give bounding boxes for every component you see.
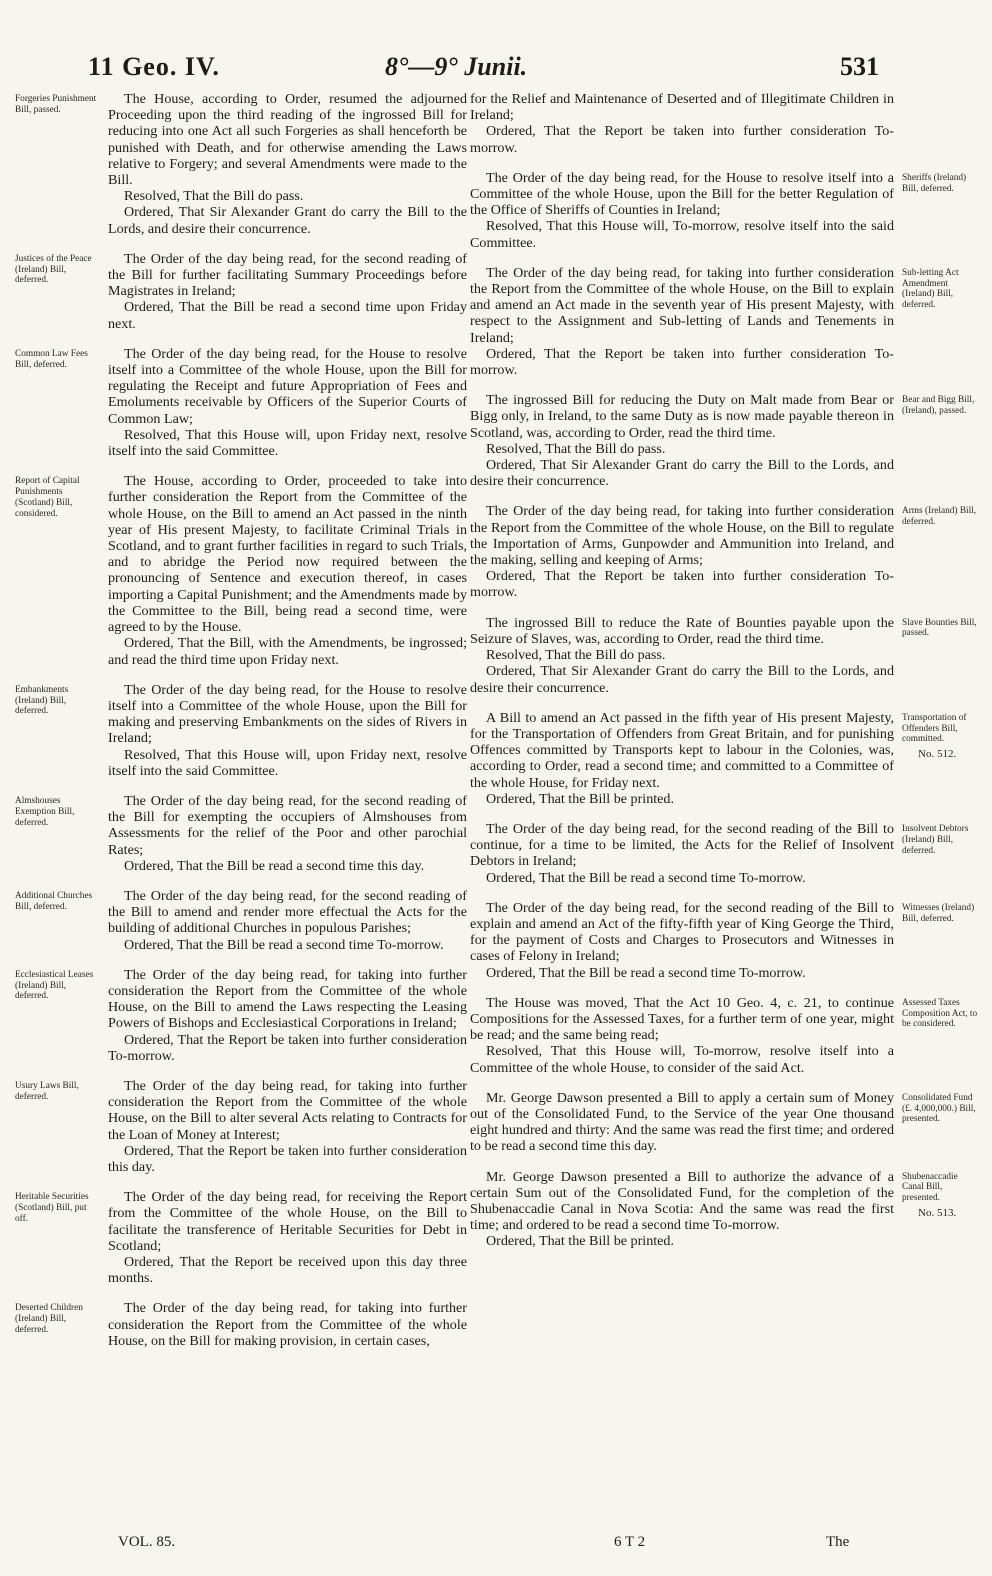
entry-paragraph: The Order of the day being read, for the House to resolve itself into a Committee of the whole House, upon the Bill for the better Regulation of the Office of Sheriffs of Counties in Ireland; xyxy=(470,169,894,219)
margin-note xyxy=(15,254,101,286)
entry-paragraph: Ordered, That the Bill be printed. xyxy=(486,1233,674,1250)
journal-entry xyxy=(470,91,980,156)
journal-entry xyxy=(470,821,980,886)
entry-paragraph: The ingrossed Bill for reducing the Duty on Malt made from Bear or Bigg only, in Ireland, to the same Duty as is now made payable thereon in Scotland, was, according to Order, read the third time. xyxy=(470,392,894,441)
journal-entry xyxy=(15,967,467,1064)
margin-note-text: Ecclesiastical Leases (Ireland) Bill, deferred. xyxy=(15,969,94,1002)
entry-paragraph: Resolved, That this House will, To-morrow, resolve itself into the said Committee. xyxy=(470,218,894,251)
entry-paragraph: Ordered, That Sir Alexander Grant do carry the Bill to the Lords, and desire their concurrence. xyxy=(470,457,894,490)
journal-entry xyxy=(15,251,467,332)
entry-paragraph: Ordered, That the Bill be read a second time this day. xyxy=(124,857,425,874)
entry-paragraph: The ingrossed Bill to reduce the Rate of Bounties payable upon the Seizure of Slaves, was, according to Order, read the third time. xyxy=(470,614,894,647)
margin-note-text: Additional Churches Bill, deferred. xyxy=(15,890,93,912)
entry-paragraph: Resolved, That this House will, To-morrow, resolve itself into a Committee of the whole House, to consider of the said Act. xyxy=(470,1043,894,1076)
margin-note xyxy=(15,796,101,828)
entry-paragraph: Ordered, That the Bill, with the Amendments, be ingrossed; and read the third time upon Friday next. xyxy=(108,635,467,668)
entry-paragraph: Resolved, That this House will, upon Friday next, resolve itself into the said Committee. xyxy=(108,426,467,460)
entry-paragraph: The Order of the day being read, for the second reading of the Bill to amend and render more effectual the Acts for the building of additional Churches in populous Parishes; xyxy=(108,887,467,937)
journal-entry xyxy=(470,710,980,807)
entry-paragraph: The Order of the day being read, for taking into further consideration the Report from the Committee of the whole House, on the Bill to explain and amend an Act made in the seventh year of His present Majesty, with respect to the Assignment and Sub-letting of Lands and Tenements in Ireland; xyxy=(470,264,894,346)
margin-note xyxy=(15,349,101,371)
margin-note xyxy=(15,1081,101,1103)
margin-note-text: Deserted Children (Ireland) Bill, deferred. xyxy=(15,1303,83,1335)
entry-paragraph: Ordered, That the Report be taken into further consideration To-morrow. xyxy=(108,1031,467,1064)
entry-paragraph: Ordered, That the Report be taken into further consideration To-morrow. xyxy=(470,345,894,379)
margin-note-text: Usury Laws Bill, deferred. xyxy=(15,1080,79,1102)
entry-paragraph: Resolved, That the Bill do pass. xyxy=(486,440,666,457)
margin-note xyxy=(15,685,101,717)
margin-note xyxy=(15,891,101,913)
margin-note-text: Witnesses (Ireland) Bill, deferred. xyxy=(902,902,975,924)
journal-entry xyxy=(15,682,467,779)
margin-note-text: Sheriffs (Ireland) Bill, deferred. xyxy=(902,172,967,194)
margin-note xyxy=(902,1093,980,1125)
margin-note-text: Common Law Fees Bill, deferred. xyxy=(15,348,88,370)
margin-note xyxy=(15,1303,101,1335)
margin-note xyxy=(902,173,980,195)
margin-note-text: Assessed Taxes Composition Act, to be considered. xyxy=(902,997,978,1030)
entry-paragraph: The Order of the day being read, for the second reading of the Bill for further facilitating Summary Proceedings before Magistrates in Ireland; xyxy=(108,250,467,300)
entry-paragraph: Resolved, That the Bill do pass. xyxy=(486,647,666,664)
margin-note-text: Insolvent Debtors (Ireland) Bill, deferred. xyxy=(902,823,969,856)
entry-paragraph: Ordered, That the Report be received upon this day three months. xyxy=(108,1254,467,1287)
margin-note-text: Shubenaccadie Canal Bill, presented. xyxy=(902,1171,958,1204)
entry-paragraph: The Order of the day being read, for the second reading of the Bill to explain and amend an Act of the fifty-fifth year of King George the Third, for the payment of Costs and Charges to Prosecutors and Witnesses in cases of Felony in Ireland; xyxy=(470,899,894,965)
entry-paragraph: The Order of the day being read, for taking into further consideration the Report from the Committee of the whole House, on the Bill to amend the Laws respecting the Leasing Powers of Bishops and Ecclesiastical Corporations in Ireland; xyxy=(108,966,467,1032)
journal-entry xyxy=(15,793,467,874)
margin-note-text: Consolidated Fund (£. 4,000,000.) Bill, presented. xyxy=(902,1092,976,1125)
entry-paragraph: The House, according to Order, proceeded to take into further consideration the Report from the Committee of the whole House, on the Bill to amend an Act passed in the ninth year of His present Majesty, to facilitate Criminal Trials in Scotland, and to grant further facilities in regard to such Trials, and to abridge the Period now required between the pronouncing of Sentence and execution thereof, in cases importing a Capital Punishment; and the Amendments made by the Committee to the Bill, being read a second time, were agreed to by the House. xyxy=(108,473,467,636)
margin-note xyxy=(902,395,980,417)
entry-paragraph: The Order of the day being read, for taking into further consideration the Report from the Committee of the whole House, on the Bill to alter several Acts relating to Contracts for the Loan of Money at Interest; xyxy=(108,1077,467,1143)
entry-paragraph: The Order of the day being read, for the House to resolve itself into a Committee of the whole House, upon the Bill for making and preserving Embankments on the sides of Rivers in Ireland; xyxy=(108,681,467,747)
entry-paragraph: Ordered, That the Bill be read a second time To-morrow. xyxy=(486,869,806,886)
right-column xyxy=(470,91,980,1264)
entry-paragraph: The House, according to Order, resumed the adjourned Proceeding upon the third reading of the ingrossed Bill for reducing into one Act all such Forgeries as shall henceforth be punished with Death, and for otherwise amending the Laws relative to Forgery; and several Amendments were made to the Bill. xyxy=(108,91,467,189)
journal-entry xyxy=(15,1078,467,1175)
entry-paragraph: Ordered, That the Report be taken into further consideration this day. xyxy=(108,1142,467,1175)
entry-paragraph: The Order of the day being read, for the House to resolve itself into a Committee of the whole House, upon the Bill for regulating the Receipt and future Appropriation of Fees and Emoluments receivable by Officers of the Superior Courts of Common Law; xyxy=(108,345,467,427)
margin-note xyxy=(15,476,101,519)
paper-number: No. 513. xyxy=(918,1206,957,1219)
entry-paragraph: Mr. George Dawson presented a Bill to apply a certain sum of Money out of the Consolidated Fund, to the Service of the year One thousand eight hundred and thirty: And the same was read the first time; and ordered to be read a second time this day. xyxy=(470,1089,894,1155)
entry-paragraph: The Order of the day being read, for the second reading of the Bill for exempting the occupiers of Almshouses from Assessments for the relief of the Poor and other parochial Rates; xyxy=(108,792,467,858)
margin-note-text: Arms (Ireland) Bill, deferred. xyxy=(902,506,977,528)
margin-note xyxy=(902,618,980,640)
entry-paragraph: Resolved, That the Bill do pass. xyxy=(124,188,304,205)
journal-entry xyxy=(470,995,980,1076)
margin-note-text: Forgeries Punishment Bill, passed. xyxy=(15,94,97,115)
running-head-regnal-year: 11 Geo. IV. xyxy=(88,52,220,81)
margin-note-text: Slave Bounties Bill, passed. xyxy=(902,617,977,639)
margin-note-text: Justices of the Peace (Ireland) Bill, deferred. xyxy=(15,253,92,286)
volume-label: VOL. 85. xyxy=(118,1534,176,1550)
journal-entry xyxy=(470,1169,980,1250)
margin-note-text: Report of Capital Punishments (Scotland) Bill, considered. xyxy=(15,476,80,519)
journal-entry xyxy=(15,888,467,953)
entry-paragraph: A Bill to amend an Act passed in the fifth year of His present Majesty, for the Transportation of Offenders from Great Britain, and for punishing Offences committed by Transports kept to labour in the Colonies, was, according to Order, read a second time; and committed to a Committee of the whole House, for Friday next. xyxy=(470,709,894,791)
margin-note-text: Heritable Securities (Scotland) Bill, put off. xyxy=(15,1192,89,1224)
margin-note xyxy=(15,1192,101,1224)
entry-paragraph: The House was moved, That the Act 10 Geo. 4, c. 21, to continue Compositions for the Assessed Taxes, for a further term of one year, might be read; and the same being read; xyxy=(470,994,894,1044)
entry-paragraph: Ordered, That the Report be taken into further consideration To-morrow. xyxy=(470,123,894,156)
journal-entry xyxy=(470,503,980,600)
journal-entry xyxy=(15,91,467,237)
entry-paragraph: Mr. George Dawson presented a Bill to authorize the advance of a certain Sum out of the Consolidated Fund, for the completion of the Shubenaccadie Canal in Nova Scotia: And the same was read the first time; and ordered to be read a second time To-morrow. xyxy=(470,1168,894,1234)
entry-paragraph: Resolved, That this House will, upon Friday next, resolve itself into the said Committee. xyxy=(108,746,467,779)
margin-note xyxy=(902,713,980,760)
page-number: 531 xyxy=(840,52,879,81)
journal-entry xyxy=(470,900,980,981)
signature-mark: 6 T 2 xyxy=(614,1534,646,1550)
margin-note-text: Almshouses Exemption Bill, deferred. xyxy=(15,795,75,828)
journal-entry xyxy=(470,1090,980,1155)
margin-note-text: Embankments (Ireland) Bill, deferred. xyxy=(15,684,69,717)
margin-note xyxy=(902,903,980,925)
margin-note xyxy=(15,94,101,116)
margin-note-text: Bear and Bigg Bill, (Ireland), passed. xyxy=(902,395,975,417)
margin-note-text: Sub-letting Act Amendment (Ireland) Bill, deferred. xyxy=(902,267,959,311)
entry-paragraph: Ordered, That the Bill be read a second time To-morrow. xyxy=(486,964,806,981)
entry-paragraph: The Order of the day being read, for receiving the Report from the Committee of the whole House, on the Bill to facilitate the transference of Heritable Securities for Debt in Scotland; xyxy=(108,1189,467,1254)
journal-entry xyxy=(15,473,467,667)
entry-paragraph: Ordered, That Sir Alexander Grant do carry the Bill to the Lords, and desire their concurrence. xyxy=(108,204,467,237)
journal-entry xyxy=(15,346,467,459)
margin-note xyxy=(15,970,101,1002)
margin-note xyxy=(902,824,980,856)
journal-entry xyxy=(470,170,980,251)
entry-paragraph: Ordered, That the Bill be read a second time upon Friday next. xyxy=(108,299,467,332)
catchword: The xyxy=(826,1534,850,1550)
entry-paragraph: The Order of the day being read, for the second reading of the Bill to continue, for a time to be limited, the Acts for the Relief of Insolvent Debtors in Ireland; xyxy=(470,820,894,870)
entry-paragraph: Ordered, That the Bill be printed. xyxy=(486,790,674,807)
left-column xyxy=(15,91,467,1363)
journal-entry xyxy=(470,265,980,378)
journal-entry xyxy=(15,1189,467,1286)
running-head-date: 8°—9° Junii. xyxy=(385,52,528,81)
entry-paragraph: for the Relief and Maintenance of Deserted and of Illegitimate Children in Ireland; xyxy=(470,91,894,124)
entry-paragraph: The Order of the day being read, for taking into further consideration the Report from the Committee of the whole House, on the Bill to regulate the Importation of Arms, Gunpowder and Ammunition into Ireland, and the making, selling and keeping of Arms; xyxy=(470,503,894,569)
margin-note xyxy=(902,1172,980,1219)
margin-note xyxy=(902,268,980,311)
margin-note xyxy=(902,998,980,1030)
journal-entry xyxy=(15,1300,467,1349)
journal-entry xyxy=(470,392,980,489)
margin-note-text: Transportation of Offenders Bill, committed. xyxy=(902,712,967,745)
paper-number: No. 512. xyxy=(918,748,957,761)
entry-paragraph: Ordered, That Sir Alexander Grant do carry the Bill to the Lords, and desire their concurrence. xyxy=(470,663,894,696)
entry-paragraph: The Order of the day being read, for taking into further consideration the Report from the Committee of the whole House, on the Bill for making provision, in certain cases, xyxy=(108,1300,467,1349)
entry-paragraph: Ordered, That the Report be taken into further consideration To-morrow. xyxy=(470,568,894,601)
entry-paragraph: Ordered, That the Bill be read a second time To-morrow. xyxy=(124,936,444,953)
margin-note xyxy=(902,506,980,528)
journal-entry xyxy=(470,615,980,696)
